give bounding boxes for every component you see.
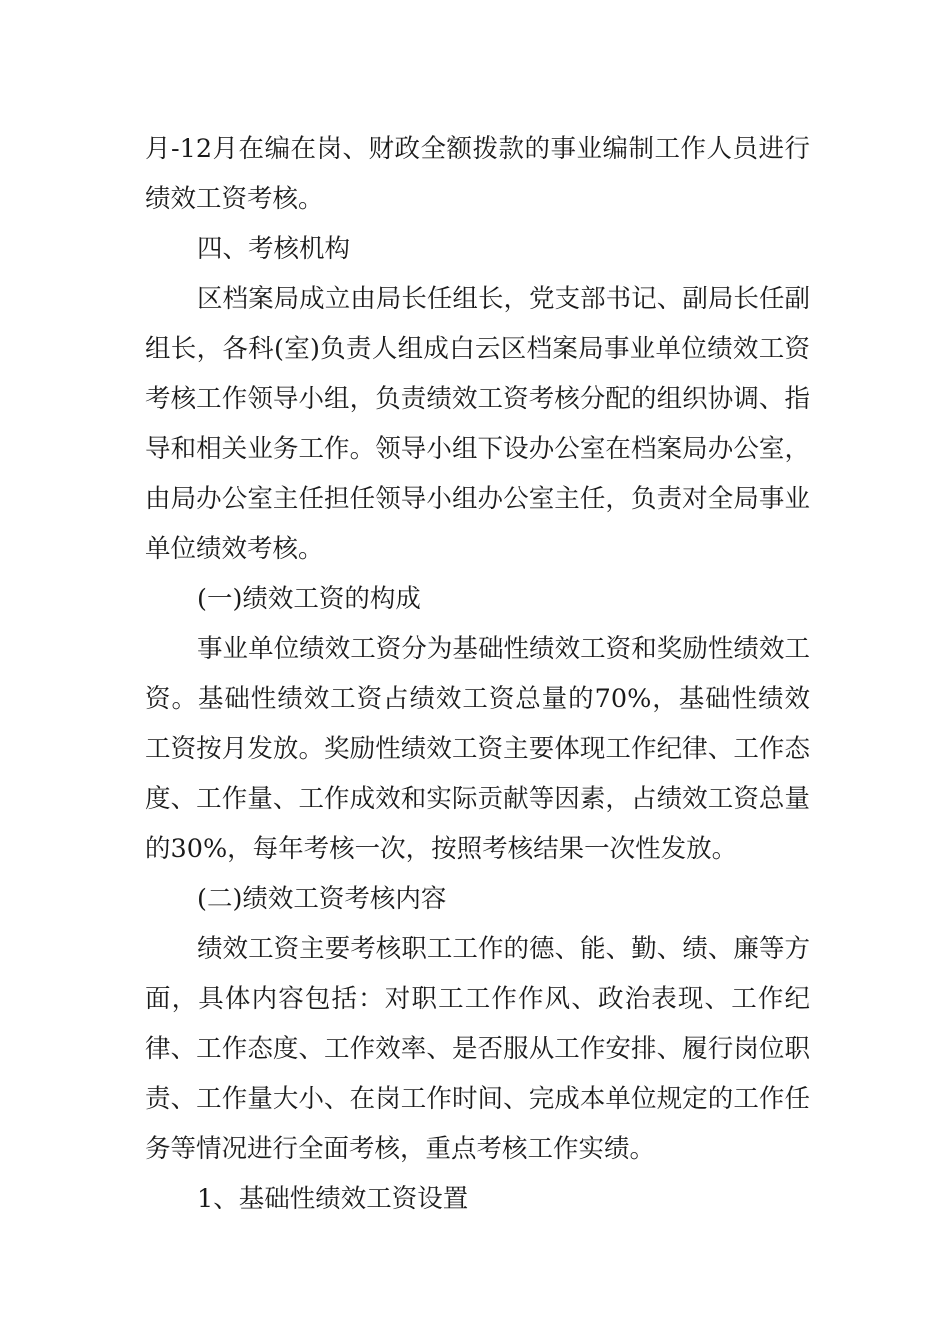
paragraph-composition: 事业单位绩效工资分为基础性绩效工资和奖励性绩效工资。基础性绩效工资占绩效工资总量的70%，基础性绩效工资按月发放。奖励性绩效工资主要体现工作纪律、工作态度、工作量、工作成效和实际贡献等因素，占绩效工资总量的30%，每年考核一次，按照考核结果一次性发放。	[145, 634, 810, 864]
item-heading-basic-pay: 1、基础性绩效工资设置	[197, 1184, 469, 1214]
section-heading-exam-organization: 四、考核机构	[197, 234, 351, 264]
document-body	[145, 124, 810, 1224]
paragraph-organization: 区档案局成立由局长任组长，党支部书记、副局长任副组长，各科(室)负责人组成白云区档案局事业单位绩效工资考核工作领导小组，负责绩效工资考核分配的组织协调、指导和相关业务工作。领导小组下设办公室在档案局办公室，由局办公室主任担任领导小组办公室主任，负责对全局事业单位绩效考核。	[145, 284, 810, 564]
subsection-heading-composition: (一)绩效工资的构成	[197, 584, 421, 614]
subsection-heading-content: (二)绩效工资考核内容	[197, 884, 447, 914]
paragraph-continuation: 月-12月在编在岗、财政全额拨款的事业编制工作人员进行绩效工资考核。	[145, 134, 810, 214]
paragraph-content: 绩效工资主要考核职工工作的德、能、勤、绩、廉等方面，具体内容包括：对职工工作作风、政治表现、工作纪律、工作态度、工作效率、是否服从工作安排、履行岗位职责、工作量大小、在岗工作时间、完成本单位规定的工作任务等情况进行全面考核，重点考核工作实绩。	[145, 934, 810, 1164]
